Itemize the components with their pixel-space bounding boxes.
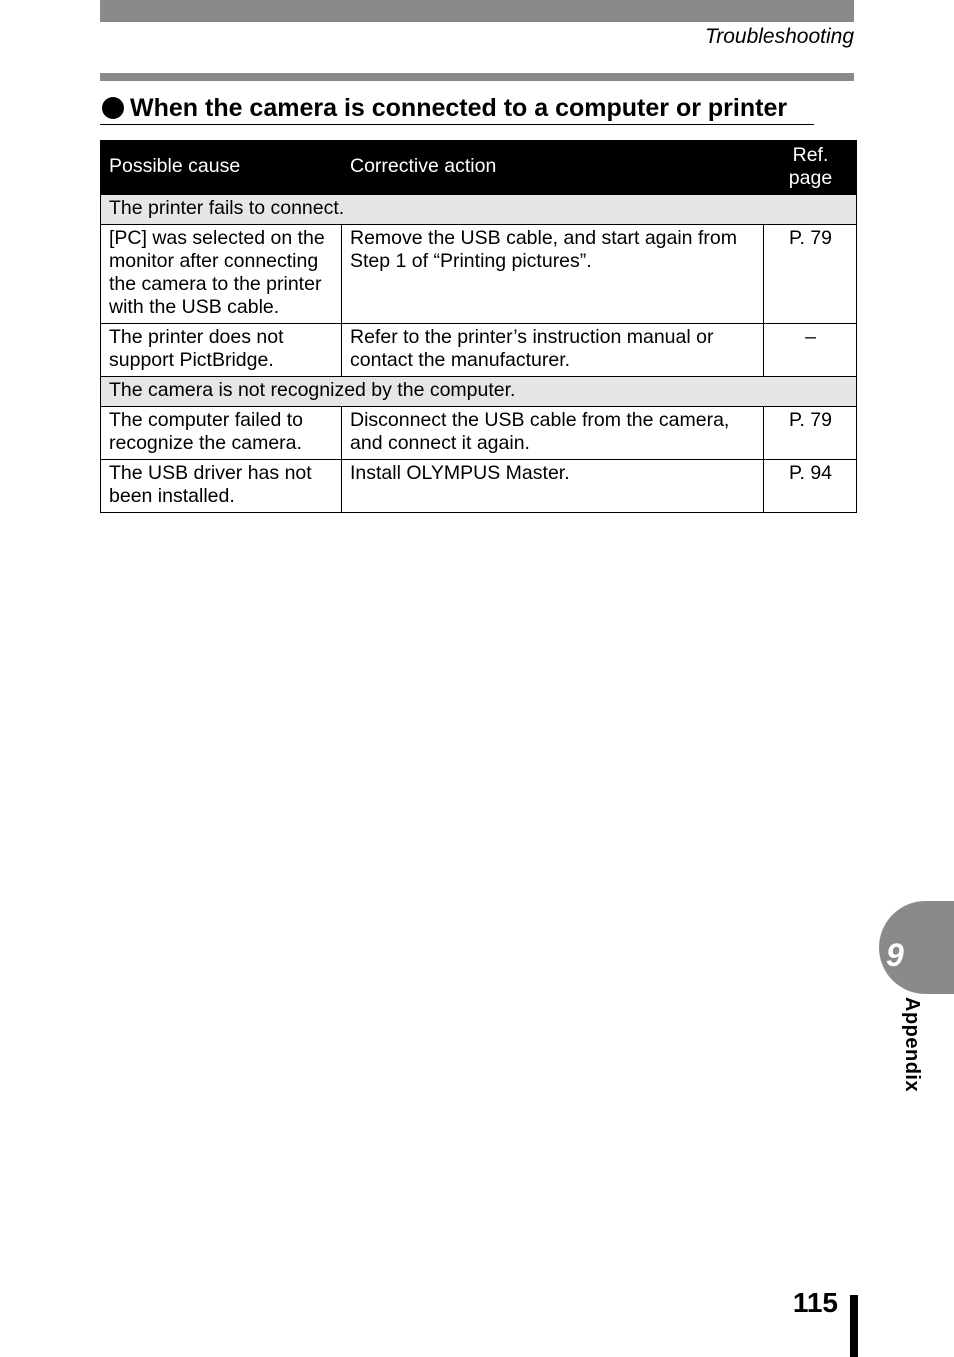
ref-cell: – — [764, 324, 857, 377]
page-number-bar — [850, 1295, 858, 1357]
group-row — [101, 377, 857, 407]
header-ref-page: Ref. page — [764, 141, 857, 195]
ref-cell: P. 79 — [764, 225, 857, 324]
section-heading — [100, 92, 814, 125]
group-title: The printer fails to connect. — [101, 195, 857, 225]
group-title: The camera is not recognized by the computer. — [101, 377, 857, 407]
bullet-icon — [102, 97, 124, 119]
page-number: 115 — [792, 1287, 838, 1318]
table-row — [101, 460, 857, 513]
action-cell: Install OLYMPUS Master. — [342, 460, 764, 513]
running-title: Troubleshooting — [704, 25, 854, 48]
action-cell: Refer to the printer’s instruction manual or contact the manufacturer. — [342, 324, 764, 377]
table-header-row — [101, 141, 857, 195]
cause-cell: [PC] was selected on the monitor after connecting the camera to the printer with the USB cable. — [101, 225, 342, 324]
chapter-number: 9 — [886, 937, 904, 973]
ref-cell: P. 94 — [764, 460, 857, 513]
action-cell: Remove the USB cable, and start again from Step 1 of “Printing pictures”. — [342, 225, 764, 324]
top-header-bar — [100, 0, 854, 22]
section-rule-bar — [100, 73, 854, 81]
cause-cell: The printer does not support PictBridge. — [101, 324, 342, 377]
cause-cell: The USB driver has not been installed. — [101, 460, 342, 513]
action-cell: Disconnect the USB cable from the camera, and connect it again. — [342, 407, 764, 460]
group-row — [101, 195, 857, 225]
ref-cell: P. 79 — [764, 407, 857, 460]
table-row — [101, 407, 857, 460]
chapter-label: Appendix — [901, 997, 923, 1093]
header-possible-cause: Possible cause — [101, 141, 342, 195]
header-corrective-action: Corrective action — [342, 141, 764, 195]
troubleshooting-table — [100, 140, 857, 513]
cause-cell: The computer failed to recognize the camera. — [101, 407, 342, 460]
table-row — [101, 324, 857, 377]
table-row — [101, 225, 857, 324]
section-title-text: When the camera is connected to a computer or printer — [130, 94, 788, 122]
